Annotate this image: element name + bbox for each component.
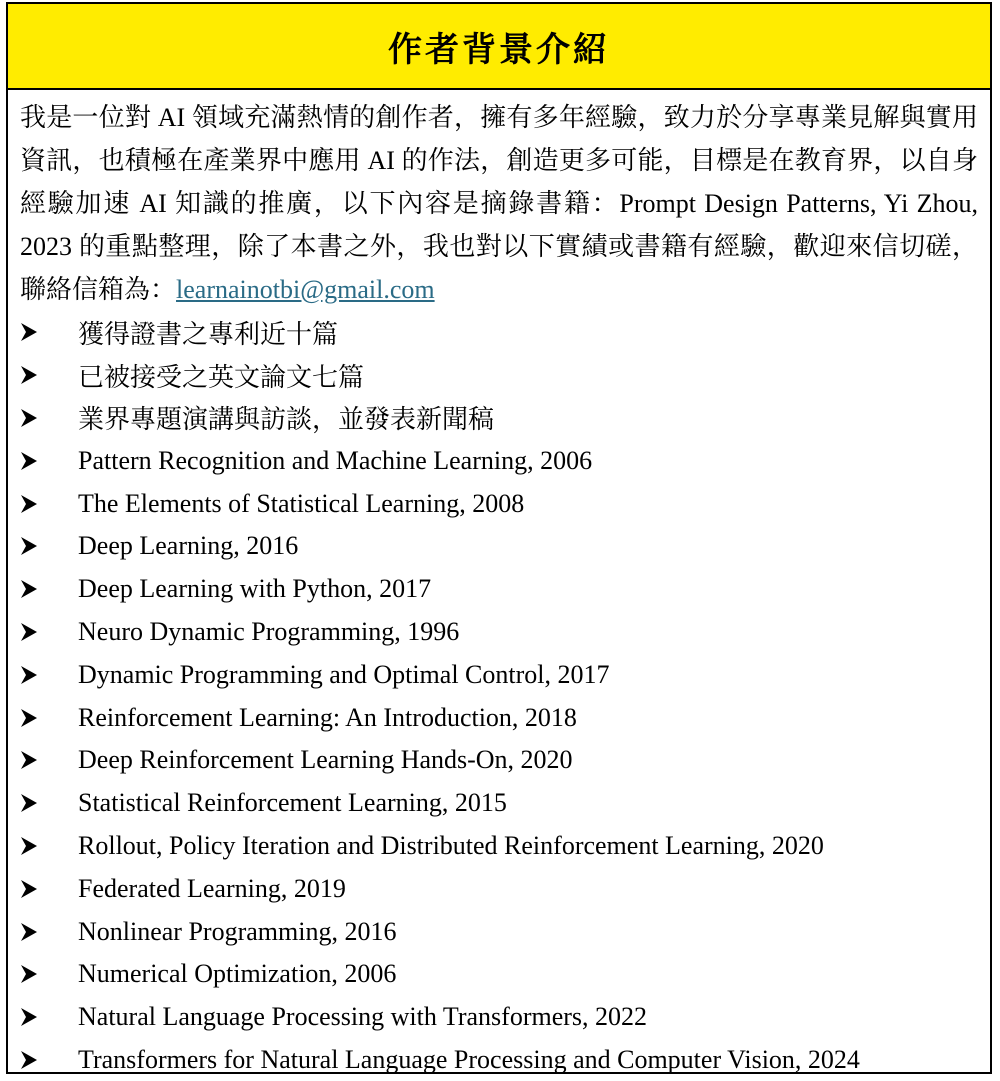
list-item-text: Numerical Optimization, 2006	[78, 959, 397, 989]
list-item	[20, 1039, 978, 1081]
arrowhead-bullet-icon	[20, 322, 78, 342]
arrowhead-bullet-icon	[20, 665, 78, 685]
list-item-text: Statistical Reinforcement Learning, 2015	[78, 788, 507, 818]
arrowhead-bullet-icon	[20, 365, 78, 385]
list-item-text: Rollout, Policy Iteration and Distributed Reinforcement Learning, 2020	[78, 830, 824, 860]
list-item	[20, 953, 978, 996]
arrowhead-bullet-icon	[20, 879, 78, 899]
list-item-text: Deep Learning, 2016	[78, 531, 299, 561]
arrowhead-bullet-icon	[20, 451, 78, 471]
arrowhead-bullet-icon	[20, 1050, 78, 1070]
arrowhead-bullet-icon	[20, 793, 78, 813]
list-item-text: Nonlinear Programming, 2016	[78, 916, 397, 946]
list-item-text: Transformers for Natural Language Processing and Computer Vision, 2024	[78, 1044, 860, 1074]
arrowhead-bullet-icon	[20, 622, 78, 642]
title-bar	[8, 4, 990, 90]
intro-paragraph	[20, 96, 978, 311]
arrowhead-bullet-icon	[20, 708, 78, 728]
list-item-text: Neuro Dynamic Programming, 1996	[78, 616, 460, 646]
list-item-text: 獲得證書之專利近十篇	[78, 319, 339, 349]
list-item-text: Deep Reinforcement Learning Hands-On, 2020	[78, 745, 573, 775]
list-item	[20, 910, 978, 953]
list-item	[20, 611, 978, 654]
list-item	[20, 311, 978, 354]
list-item-text: 業界專題演講與訪談，並發表新聞稿	[78, 405, 495, 435]
list-item-text: Federated Learning, 2019	[78, 873, 346, 903]
list-item-text: Dynamic Programming and Optimal Control, 2017	[78, 659, 610, 689]
arrowhead-bullet-icon	[20, 1007, 78, 1027]
list-item	[20, 525, 978, 568]
list-item	[20, 782, 978, 825]
list-item-text: Pattern Recognition and Machine Learning, 2006	[78, 445, 593, 475]
list-item	[20, 867, 978, 910]
list-item-text: The Elements of Statistical Learning, 2008	[78, 488, 525, 518]
intro-text: 我是一位對 AI 領域充滿熱情的創作者，擁有多年經驗，致力於分享專業見解與實用資訊，也積極在產業界中應用 AI 的作法，創造更多可能，目標是在教育界，以自身經驗加速 AI 知識的推廣，以下內容是摘錄書籍：Prompt Design Patterns, Yi Zhou, 2023 的重點整理，除了本書之外，我也對以下實績或書籍有經驗，歡迎來信切磋，聯絡信箱為：	[20, 103, 978, 304]
content-area	[8, 90, 990, 1081]
arrowhead-bullet-icon	[20, 494, 78, 514]
experience-list	[20, 311, 978, 1081]
list-item-text: Deep Learning with Python, 2017	[78, 574, 432, 604]
list-item	[20, 996, 978, 1039]
list-item	[20, 482, 978, 525]
list-item-text: Natural Language Processing with Transformers, 2022	[78, 1002, 648, 1032]
email-link[interactable]: learnainotbi@gmail.com	[176, 275, 435, 304]
page-title: 作者背景介紹	[388, 29, 610, 70]
list-item	[20, 354, 978, 397]
list-item	[20, 439, 978, 482]
arrowhead-bullet-icon	[20, 922, 78, 942]
list-item	[20, 397, 978, 440]
arrowhead-bullet-icon	[20, 750, 78, 770]
arrowhead-bullet-icon	[20, 964, 78, 984]
list-item	[20, 696, 978, 739]
arrowhead-bullet-icon	[20, 579, 78, 599]
arrowhead-bullet-icon	[20, 408, 78, 428]
list-item-text: Reinforcement Learning: An Introduction, 2018	[78, 702, 577, 732]
list-item	[20, 825, 978, 868]
list-item	[20, 653, 978, 696]
author-background-card	[6, 2, 992, 1074]
list-item-text: 已被接受之英文論文七篇	[78, 362, 365, 392]
arrowhead-bullet-icon	[20, 536, 78, 556]
list-item	[20, 739, 978, 782]
list-item	[20, 568, 978, 611]
arrowhead-bullet-icon	[20, 836, 78, 856]
